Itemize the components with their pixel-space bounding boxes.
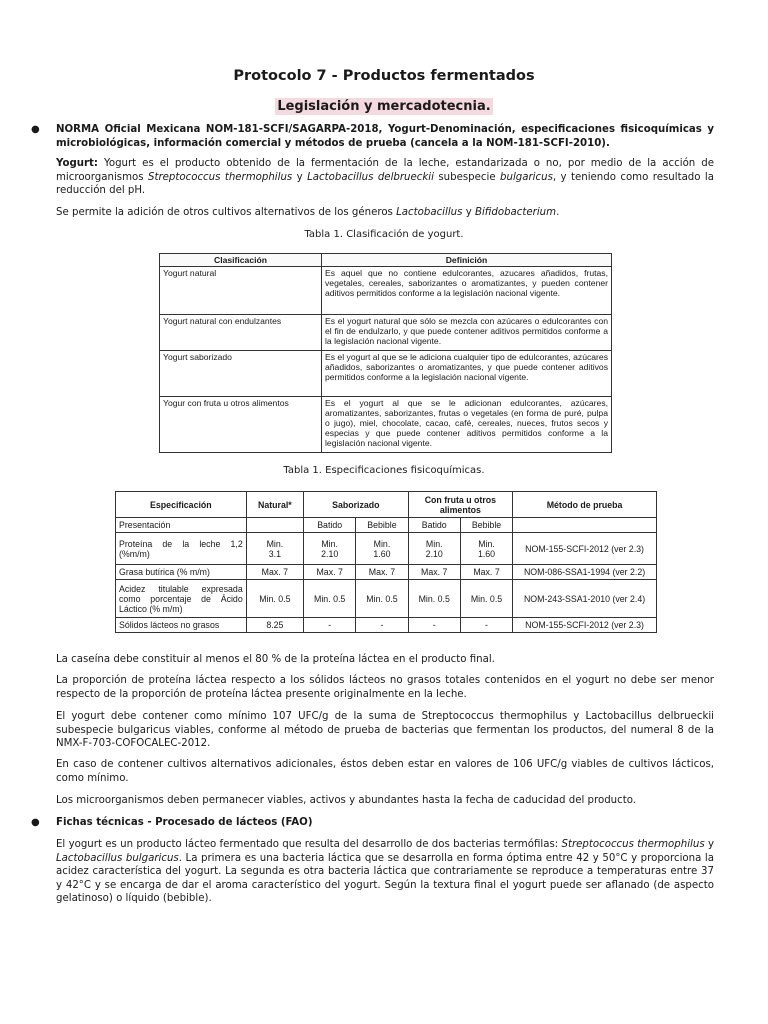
column-header: Especificación <box>116 492 247 518</box>
table-header-row <box>116 492 657 518</box>
value-cell: Batido <box>304 518 356 533</box>
table-row <box>160 267 612 315</box>
contenido-paragraph: El yogurt debe contener como mínimo 107 UFC/g de la suma de Streptococcus thermophilus y Lactobacillus delbrueckii subespecie bulgaricus viables, conforme al método de prueba de bacterias que fermentan los productos, del numeral 8 de la NMX-F-703-COFOCALEC-2012. <box>56 711 714 749</box>
value-cell: - <box>356 618 408 633</box>
value-cell: Max. 7 <box>304 565 356 580</box>
value-cell: Min. 0.5 <box>246 580 303 618</box>
table-row <box>116 533 657 565</box>
fao-text-1: El yogurt es un producto lácteo fermentado que resulta del desarrollo de dos bacterias termófilas: <box>56 839 559 850</box>
table-row <box>116 580 657 618</box>
method-cell: NOM-155-SCFI-2012 (ver 2.3) <box>513 618 657 633</box>
value-cell: Max. 7 <box>460 565 512 580</box>
value-cell: Max. 7 <box>246 565 303 580</box>
cultivos-adicionales-paragraph: En caso de contener cultivos alternativos adicionales, éstos deben estar en valores de 106 UFC/g viables de cultivos lácticos, como mínimo. <box>56 759 714 784</box>
value-cell: - <box>460 618 512 633</box>
value-cell <box>246 518 303 533</box>
yogurt-def-text-1: Yogurt es el producto obtenido de la fermentación de la leche, estandarizada o no, por medio de la acción de microorganismos <box>56 158 714 183</box>
spec-cell: Proteína de la leche 1,2 (%m/m) <box>116 533 247 565</box>
caseina-paragraph: La caseína debe constituir al menos el 80 % de la proteína láctea en el producto final. <box>56 654 495 665</box>
method-cell <box>513 518 657 533</box>
yogurt-definition <box>56 157 714 198</box>
fao-heading <box>56 816 714 830</box>
method-cell: NOM-155-SCFI-2012 (ver 2.3) <box>513 533 657 565</box>
column-header: Clasificación <box>160 254 322 267</box>
genus-2: Bifidobacterium <box>474 207 557 218</box>
genus-1: Lactobacillus <box>396 207 463 218</box>
classification-cell: Yogurt natural <box>160 267 322 315</box>
table-row <box>160 315 612 351</box>
viables-paragraph: Los microorganismos deben permanecer viables, activos y abundantes hasta la fecha de caducidad del producto. <box>56 795 637 806</box>
column-header: Natural* <box>246 492 303 518</box>
table-row <box>160 397 612 453</box>
value-cell: Min. 0.5 <box>460 580 512 618</box>
fao-title: Fichas técnicas - Procesado de lácteos (FAO) <box>56 817 313 828</box>
definition-cell: Es el yogurt al que se le adiciona cualquier tipo de edulcorantes, azúcares añadidos, saborizantes o aromatizantes, y que puede contener aditivos permitidos conforme a la legislación nacional vigente. <box>322 351 612 397</box>
species-fao-1: Streptococcus thermophilus <box>561 839 705 850</box>
fao-y: y <box>707 839 714 850</box>
species-1: Streptococcus thermophilus <box>148 171 293 183</box>
classification-cell: Yogurt natural con endulzantes <box>160 315 322 351</box>
species-3: bulgaricus <box>500 171 553 183</box>
yogurt-def-y: y <box>296 171 303 183</box>
table2-caption: Tabla 1. Especificaciones fisicoquímicas. <box>283 465 485 476</box>
value-cell: - <box>408 618 460 633</box>
spec-cell: Sólidos lácteos no grasos <box>116 618 247 633</box>
column-header: Método de prueba <box>513 492 657 518</box>
page-title: Protocolo 7 - Productos fermentados <box>233 68 535 84</box>
value-cell: Min. 0.5 <box>356 580 408 618</box>
bullet-icon: ● <box>31 817 40 828</box>
table-header-row <box>160 254 612 267</box>
table-row <box>116 618 657 633</box>
value-cell: Max. 7 <box>408 565 460 580</box>
norma-text: NORMA Oficial Mexicana NOM-181-SCFI/SAGARPA-2018, Yogurt-Denominación, especificaciones fisicoquímicas y microbiológicas, información comercial y métodos de prueba (cancela a la NOM-181-SCFI-2010). <box>56 124 714 149</box>
proporcion-paragraph: La proporción de proteína láctea respecto a los sólidos lácteos no grasos totales contenidos en el yogurt no debe ser menor respecto de la proporción de proteína láctea presente originalmente en la leche. <box>56 675 714 700</box>
classification-cell: Yogurt saborizado <box>160 351 322 397</box>
value-cell: Bebible <box>356 518 408 533</box>
permite-end: . <box>556 207 560 218</box>
value-cell: Batido <box>408 518 460 533</box>
value-cell: Min. 1.60 <box>460 533 512 565</box>
table-row <box>116 518 657 533</box>
bullet-icon: ● <box>31 124 40 135</box>
fao-paragraph <box>56 838 714 906</box>
page-subtitle: Legislación y mercadotecnia. <box>277 99 491 114</box>
column-header: Con fruta u otros alimentos <box>408 492 513 518</box>
column-header: Saborizado <box>304 492 409 518</box>
spec-cell: Grasa butírica (% m/m) <box>116 565 247 580</box>
spec-cell: Presentación <box>116 518 247 533</box>
classification-cell: Yogur con fruta u otros alimentos <box>160 397 322 453</box>
norma-paragraph <box>56 123 714 150</box>
table-row <box>116 565 657 580</box>
value-cell: Min. 2.10 <box>304 533 356 565</box>
cultivos-paragraph <box>56 206 714 220</box>
definition-cell: Es aquel que no contiene edulcorantes, azucares añadidos, frutas, vegetales, cereales, saborizantes o aromatizantes, y pueden contener aditivos permitidos conforme a la legislación nacional vigente. <box>322 267 612 315</box>
value-cell: Min. 2.10 <box>408 533 460 565</box>
subtitle-wrap <box>0 95 768 115</box>
value-cell: Min. 0.5 <box>304 580 356 618</box>
permite-y: y <box>465 207 472 218</box>
yogurt-def-text-3: , y teniendo como resultado la reducción del pH. <box>56 171 714 196</box>
permite-text: Se permite la adición de otros cultivos alternativos de los géneros <box>56 207 393 218</box>
definition-cell: Es el yogurt natural que sólo se mezcla con azúcares o edulcorantes con el fin de endulzarlo, y que puede contener aditivos permitidos conforme a la legislación nacional vigente. <box>322 315 612 351</box>
table1-caption: Tabla 1. Clasificación de yogurt. <box>304 229 464 240</box>
yogurt-label: Yogurt: <box>56 158 98 169</box>
table-row <box>160 351 612 397</box>
species-fao-2: Lactobacillus bulgaricus <box>56 852 179 864</box>
classification-table <box>159 253 612 453</box>
yogurt-def-text-2: subespecie <box>438 171 496 183</box>
value-cell: Min. 1.60 <box>356 533 408 565</box>
value-cell: - <box>304 618 356 633</box>
method-cell: NOM-243-SSA1-2010 (ver 2.4) <box>513 580 657 618</box>
spec-cell: Acidez titulable expresada como porcentaje de Ácido Láctico (% m/m) <box>116 580 247 618</box>
species-2: Lactobacillus delbrueckii <box>307 171 434 183</box>
definition-cell: Es el yogurt al que se le adicionan edulcorantes, azúcares, aromatizantes, saborizantes, frutas o vegetales (en forma de puré, pulpa o jugo), miel, chocolate, cacao, café, cereales, nueces, frutos secos y especias y que puede contener aditivos permitidos conforme a la legislación nacional vigente. <box>322 397 612 453</box>
value-cell: Max. 7 <box>356 565 408 580</box>
fao-text-2: . La primera es una bacteria láctica que se desarrolla en forma óptima entre 42 y 50°C y proporciona la acidez característica del yogurt. La segunda es otra bacteria láctica que contrariamente se reproduce a temperaturas entre 37 y 42°C y se encarga de dar el aroma característico del yogurt. Según la textura final el yogurt puede ser aflanado (de aspecto gelatinoso) o líquido (bebible). <box>56 852 715 904</box>
value-cell: Min. 0.5 <box>408 580 460 618</box>
specifications-table <box>115 491 657 633</box>
value-cell: 8.25 <box>246 618 303 633</box>
method-cell: NOM-086-SSA1-1994 (ver 2.2) <box>513 565 657 580</box>
value-cell: Min. 3.1 <box>246 533 303 565</box>
column-header: Definición <box>322 254 612 267</box>
value-cell: Bebible <box>460 518 512 533</box>
